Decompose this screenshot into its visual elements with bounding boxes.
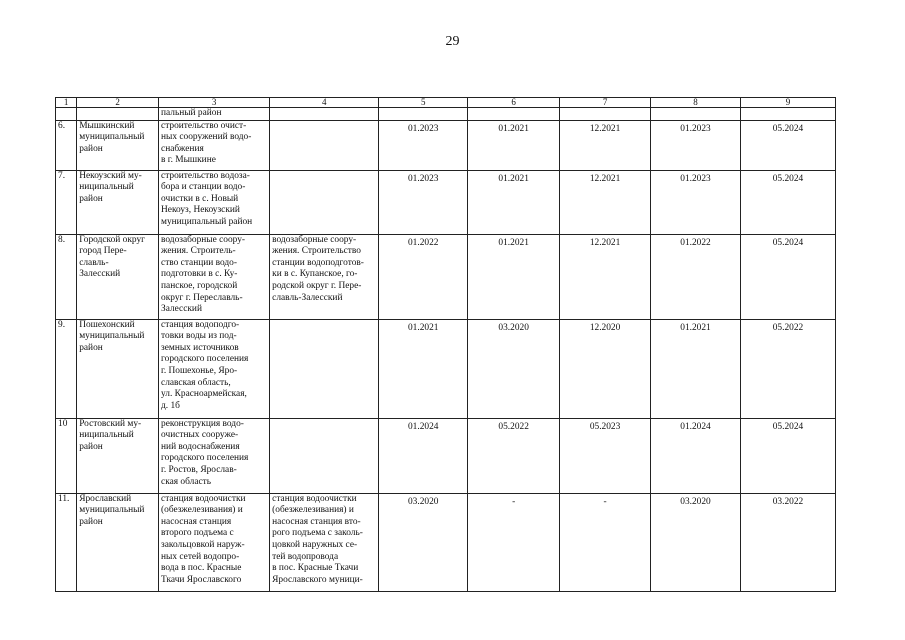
- date-col7: -: [560, 493, 651, 591]
- cell: [560, 108, 651, 121]
- data-table: [55, 97, 836, 592]
- extra-cell: [270, 319, 379, 418]
- page-number: 29: [445, 34, 460, 49]
- row-number: 9.: [56, 319, 77, 418]
- date-col8: 01.2021: [651, 319, 741, 418]
- district-cell: Городской округ город Пере- славль- Залесский: [77, 234, 159, 319]
- district-cell: Некоузский му- ниципальный район: [77, 170, 159, 234]
- cell: [270, 108, 379, 121]
- object-cell: строительство водоза- бора и станции водо- очистки в с. Новый Некоуз, Некоузский муниципальный район: [159, 170, 270, 234]
- row-number: 7.: [56, 170, 77, 234]
- continuation-row: [56, 108, 836, 121]
- header-row: [56, 98, 836, 108]
- date-col9: 05.2022: [740, 319, 835, 418]
- row-number: 11.: [56, 493, 77, 591]
- header-col-5: 5: [379, 98, 468, 108]
- date-col5: 01.2022: [379, 234, 468, 319]
- date-col8: 03.2020: [651, 493, 741, 591]
- object-cell: станция водоочистки (обезжелезивания) и насосная станция второго подъема с закольцовкой наруж- ных сетей водопро- вода в пос. Красные Ткачи Ярославского: [159, 493, 270, 591]
- district-cell: Мышкинский муниципальный район: [77, 120, 159, 170]
- district-cell: Пошехонский муниципальный район: [77, 319, 159, 418]
- object-cell: строительство очист- ных сооружений водо- снабжения в г. Мышкине: [159, 120, 270, 170]
- date-col5: 01.2023: [379, 170, 468, 234]
- date-col6: 03.2020: [468, 319, 560, 418]
- header-col-1: 1: [56, 98, 77, 108]
- date-col6: 01.2021: [468, 170, 560, 234]
- table-row: [56, 418, 836, 493]
- table-row: [56, 493, 836, 591]
- header-col-3: 3: [159, 98, 270, 108]
- object-cell: реконструкция водо- очистных сооруже- ний водоснабжения городского поселения г. Ростов, Ярослав- ская область: [159, 418, 270, 493]
- header-col-4: 4: [270, 98, 379, 108]
- table-row: [56, 120, 836, 170]
- date-col8: 01.2023: [651, 120, 741, 170]
- cell: [77, 108, 159, 121]
- object-cell: водозаборные соору- жения. Строитель- ство станции водо- подготовки в с. Ку- панское, городской округ г. Переславль- Залесский: [159, 234, 270, 319]
- date-col5: 01.2021: [379, 319, 468, 418]
- date-col7: 12.2021: [560, 170, 651, 234]
- row-number: 8.: [56, 234, 77, 319]
- cell: [651, 108, 741, 121]
- header-col-2: 2: [77, 98, 159, 108]
- cell: [379, 108, 468, 121]
- cell: [740, 108, 835, 121]
- header-col-7: 7: [560, 98, 651, 108]
- row-number: 10: [56, 418, 77, 493]
- row-number: 6.: [56, 120, 77, 170]
- date-col8: 01.2022: [651, 234, 741, 319]
- date-col7: 05.2023: [560, 418, 651, 493]
- extra-cell: станция водоочистки (обезжелезивания) и насосная станция вто- рого подъема с заколь- цовкой наружных се- тей водопровода в пос. Красные Ткачи Ярославского муници-: [270, 493, 379, 591]
- object-cell: станция водоподго- товки воды из под- земных источников городского поселения г. Пошехонье, Яро- славская область, ул. Красноармейская, д. 1б: [159, 319, 270, 418]
- continuation-text: пальный район: [159, 108, 270, 121]
- date-col7: 12.2021: [560, 120, 651, 170]
- table-row: [56, 319, 836, 418]
- date-col5: 01.2023: [379, 120, 468, 170]
- date-col8: 01.2023: [651, 170, 741, 234]
- date-col9: 05.2024: [740, 418, 835, 493]
- date-col5: 03.2020: [379, 493, 468, 591]
- header-col-9: 9: [740, 98, 835, 108]
- date-col9: 05.2024: [740, 120, 835, 170]
- cell: [56, 108, 77, 121]
- date-col7: 12.2020: [560, 319, 651, 418]
- date-col5: 01.2024: [379, 418, 468, 493]
- district-cell: Ростовский му- ниципальный район: [77, 418, 159, 493]
- header-col-6: 6: [468, 98, 560, 108]
- table-row: [56, 234, 836, 319]
- table-row: [56, 170, 836, 234]
- extra-cell: водозаборные соору- жения. Строительство станции водоподготов- ки в с. Купанское, го- родской округ г. Пере- славль-Залесский: [270, 234, 379, 319]
- cell: [468, 108, 560, 121]
- date-col6: 01.2021: [468, 120, 560, 170]
- extra-cell: [270, 418, 379, 493]
- district-cell: Ярославский муниципальный район: [77, 493, 159, 591]
- extra-cell: [270, 120, 379, 170]
- header-col-8: 8: [651, 98, 741, 108]
- date-col9: 03.2022: [740, 493, 835, 591]
- date-col9: 05.2024: [740, 170, 835, 234]
- extra-cell: [270, 170, 379, 234]
- date-col6: 01.2021: [468, 234, 560, 319]
- date-col7: 12.2021: [560, 234, 651, 319]
- date-col9: 05.2024: [740, 234, 835, 319]
- date-col8: 01.2024: [651, 418, 741, 493]
- date-col6: -: [468, 493, 560, 591]
- date-col6: 05.2022: [468, 418, 560, 493]
